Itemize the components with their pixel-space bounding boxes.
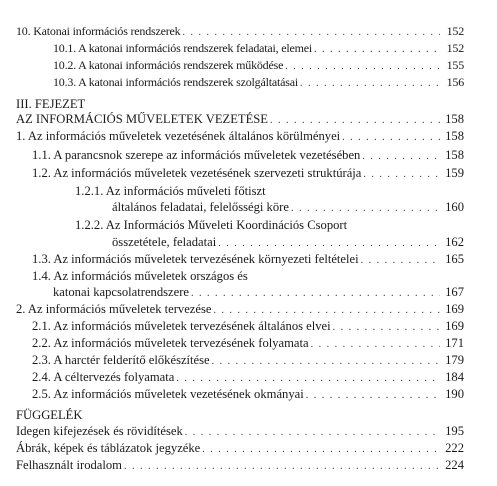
toc-entry-title: 2. Az információs műveletek tervezése	[16, 302, 212, 316]
toc-leader-dots	[342, 131, 440, 145]
toc-entry	[16, 424, 464, 439]
toc-page-number: 156	[446, 75, 464, 89]
toc-entry-title: 10.1. A katonai információs rendszerek feladatai, elemei	[53, 41, 313, 55]
toc-entry-title: AZ INFORMÁCIÓS MŰVELETEK VEZETÉSE	[16, 112, 268, 126]
toc-leader-dots	[270, 114, 440, 128]
toc-page-number: 158	[445, 112, 464, 126]
toc-leader-dots	[191, 287, 440, 301]
toc-page-number: 171	[445, 336, 464, 350]
toc-subentry-heading: 1.4. Az információs műveletek országos és	[32, 269, 248, 283]
toc-leader-dots	[202, 443, 440, 457]
toc-entry	[32, 336, 464, 351]
toc-entry	[16, 458, 464, 473]
toc-page-number: 160	[445, 200, 464, 214]
toc-entry-title: 2.1. Az információs műveletek tervezésének általános elvei	[32, 319, 331, 333]
toc-entry	[53, 58, 464, 73]
toc-page-number: 158	[445, 148, 464, 162]
toc-leader-dots	[176, 372, 440, 386]
toc-entry	[32, 252, 464, 267]
toc-page-number: 169	[445, 302, 464, 316]
toc-leader-dots	[361, 254, 440, 268]
toc-entry-title: katonai kapcsolatrendszere	[53, 285, 190, 299]
toc-entry	[53, 41, 464, 56]
toc-leader-dots	[285, 60, 440, 74]
toc-page-number: 167	[445, 285, 464, 299]
toc-entry	[16, 112, 464, 127]
toc-page-number: 152	[446, 24, 464, 38]
toc-leader-dots	[300, 77, 440, 91]
toc-subentry-heading: 1.2.2. Az Információs Műveleti Koordinációs Csoport	[75, 218, 348, 232]
toc-entry	[32, 166, 464, 181]
toc-page-number: 179	[445, 353, 464, 367]
toc-entry	[112, 235, 464, 250]
toc-entry-title: 2.5. Az információs műveletek vezetésének okmányai	[32, 387, 304, 401]
toc-page-number: 169	[445, 319, 464, 333]
toc-leader-dots	[363, 168, 440, 182]
toc-entry	[16, 302, 464, 317]
toc-leader-dots	[306, 389, 440, 403]
toc-leader-dots	[333, 321, 440, 335]
toc-page-number: 158	[445, 129, 464, 143]
toc-entry	[16, 129, 464, 144]
toc-entry	[32, 148, 464, 163]
toc-entry-title: 1. Az információs műveletek vezetésének általános körülményei	[16, 129, 341, 143]
toc-entry	[32, 370, 464, 385]
toc-leader-dots	[213, 304, 440, 318]
toc-entry	[53, 285, 464, 300]
toc-page-number: 224	[445, 458, 464, 472]
toc-entry	[32, 319, 464, 334]
toc-entry-title: 1.3. Az információs műveletek tervezésének környezeti feltételei	[32, 252, 359, 266]
toc-page-number: 195	[445, 424, 464, 438]
toc-entry-title: 2.2. Az információs műveletek tervezésének folyamata	[32, 336, 309, 350]
toc-leader-dots	[212, 355, 440, 369]
toc-entry-title: 1.1. A parancsnok szerepe az információs műveletek vezetésében	[32, 148, 361, 162]
chapter-label: III. FEJEZET	[16, 97, 86, 111]
toc-entry-title: 10. Katonai információs rendszerek	[16, 24, 181, 38]
toc-page-number: 152	[446, 41, 464, 55]
toc-page-number: 165	[445, 252, 464, 266]
toc-entry-title: Felhasznált irodalom	[16, 458, 122, 472]
toc-entry	[32, 353, 464, 368]
toc-leader-dots	[182, 26, 440, 40]
toc-leader-dots	[185, 426, 440, 440]
toc-entry	[53, 75, 464, 90]
toc-page-number: 222	[445, 441, 464, 455]
toc-subentry-heading: 1.2.1. Az információs műveleti főtiszt	[75, 184, 266, 198]
toc-entry	[32, 387, 464, 402]
toc-leader-dots	[362, 150, 440, 164]
toc-leader-dots	[311, 338, 440, 352]
toc-entry-title: összetétele, feladatai	[112, 235, 217, 249]
toc-page-number: 190	[445, 387, 464, 401]
toc-entry-title: 10.3. A katonai információs rendszerek szolgáltatásai	[53, 75, 298, 89]
toc-entry-title: 10.2. A katonai információs rendszerek működése	[53, 58, 284, 72]
toc-entry	[16, 441, 464, 456]
toc-entry-title: 2.4. A céltervezés folyamata	[32, 370, 175, 384]
toc-entry-title: Idegen kifejezések és rövidítések	[16, 424, 183, 438]
toc-entry-title: Ábrák, képek és táblázatok jegyzéke	[16, 441, 201, 455]
toc-leader-dots	[314, 43, 440, 57]
appendix-heading: FÜGGELÉK	[16, 408, 83, 422]
toc-entry	[112, 200, 464, 215]
toc-page-number: 184	[445, 370, 464, 384]
toc-entry-title: 1.2. Az információs műveletek vezetésének szervezeti struktúrája	[32, 166, 362, 180]
toc-entry-title: általános feladatai, felelősségi köre	[112, 200, 289, 214]
toc-entry-title: 2.3. A harctér felderítő előkészítése	[32, 353, 210, 367]
toc-leader-dots	[218, 237, 440, 251]
toc-page-number: 162	[445, 235, 464, 249]
toc-page-number: 159	[445, 166, 464, 180]
toc-leader-dots	[291, 202, 440, 216]
toc-leader-dots	[124, 460, 440, 474]
toc-page-number: 155	[446, 58, 464, 72]
toc-entry	[16, 24, 464, 39]
